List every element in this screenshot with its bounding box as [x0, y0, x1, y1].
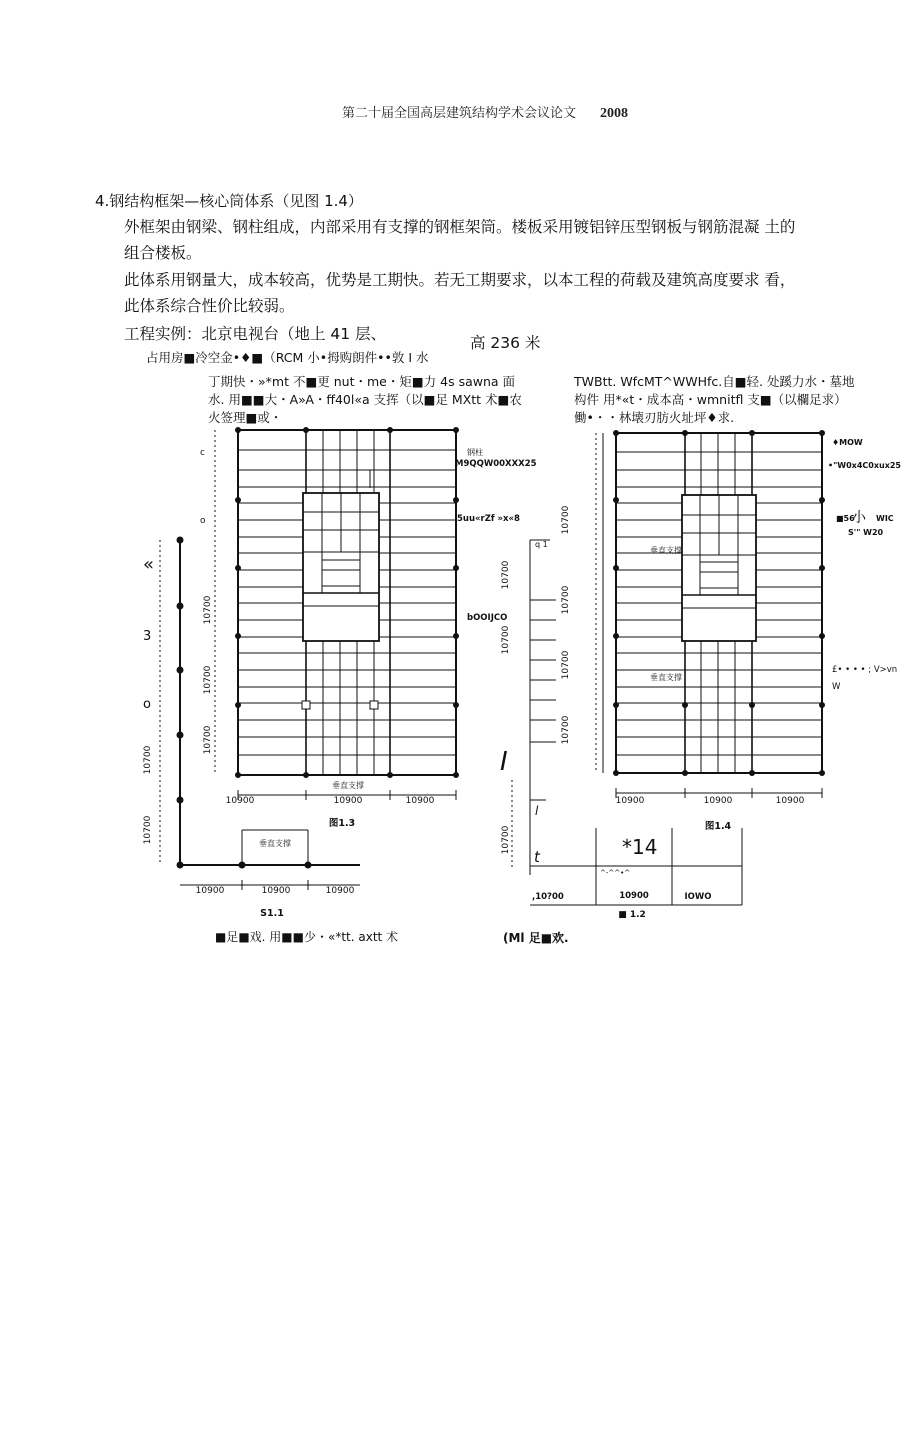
fig2-mark-small: ^-^^•^: [600, 869, 631, 877]
fig2-mark-14: *14: [622, 835, 658, 859]
fig4-ann-6: £• • • • ; V>vn: [832, 665, 898, 675]
ocr-right-3: 働•・・林壊刃肪火址坪♦求.: [574, 410, 735, 425]
paragraph-1-line-2: 组合楼板。: [124, 244, 202, 262]
fig4-dim-v: 10700: [561, 505, 571, 535]
figure-1-4-plan: [596, 430, 825, 798]
fig4-ann-7: W: [832, 682, 841, 692]
ocr-left-2: 水. 用■■大・A»A・ff40l«a 支挥（以■足 MXtt 术■农: [208, 392, 522, 407]
fig4-dim-h-1: 10900: [615, 796, 645, 806]
fig3-caption: 图1.3: [328, 818, 356, 829]
fig4-ann-5: S'" W20: [848, 528, 884, 537]
fig2-dim-v: 10700: [501, 560, 511, 590]
fig3-mark-3: 3: [143, 629, 152, 644]
ocr-left-1: 丁期快・»*mt 不■更 nut・me・矩■力 4s sawna 面: [208, 374, 516, 389]
fig4-caption: 图1.4: [704, 821, 732, 832]
paragraph-2-line-1: 此体系用钢量大，成本较高，优势是工期快。若无工期要求，以本工程的荷载及建筑高度要求 看，: [124, 271, 796, 289]
fig4-ann-0: ♦MOW: [832, 438, 863, 447]
fig3-mark-o: o: [200, 516, 206, 526]
fig2-mark-t: t: [534, 848, 540, 866]
fig2-caption: ■ 1.2: [618, 910, 646, 920]
header-title: 第二十届全国高层建筑结构学术会议论文: [342, 106, 577, 121]
fig2-mark-q1: q 1: [535, 540, 548, 549]
fig2-mark-I: I: [500, 747, 508, 777]
fig4-dim-v-2: 10700: [561, 585, 571, 615]
fig2-dim-v-3: 10700: [501, 825, 511, 855]
fig1-dim-v: 10700: [143, 745, 153, 775]
fig1-dim-h-2: 10900: [261, 886, 291, 896]
fig2-dim-h-3: IOWO: [684, 892, 712, 902]
fig4-brace-bottom: 垂直支撑: [650, 673, 682, 682]
fig4-ann-2: ■56: [836, 514, 855, 523]
fig1-bottom-text: ■足■戏. 用■■少・«*tt. axtt 术: [215, 930, 399, 944]
fig3-mark-o2: o: [143, 697, 151, 712]
fig3-ann-3: bOOIJCO: [467, 613, 508, 623]
fig3-brace-label: 垂直支撑: [332, 781, 364, 790]
fig3-dim-v-2: 10700: [203, 665, 213, 695]
fig3-dim-v-3: 10700: [203, 725, 213, 755]
fig3-dim-h-2: 10900: [333, 796, 363, 806]
fig4-brace-top: 垂直支撑: [650, 546, 682, 555]
section-heading: 4.钢结构框架—核心筒体系（见图 1.4）: [95, 192, 363, 210]
header-year: 2008: [600, 106, 629, 121]
fig3-dim-h-3: 10900: [405, 796, 435, 806]
fig4-ann-3: 小: [852, 510, 866, 526]
fig1-dim-v-2: 10700: [143, 815, 153, 845]
fig1-dim-h-3: 10900: [325, 886, 355, 896]
ocr-right-2: 构件 用*«t・成本高・wmnitfl 支■（以欄足求）: [574, 392, 847, 407]
fig2-dim-v-2: 10700: [501, 625, 511, 655]
figure-1-3-plan: [215, 427, 459, 800]
fig3-dim-v: 10700: [203, 595, 213, 625]
fig3-mark-c: c: [200, 448, 205, 458]
fig1-dim-h-1: 10900: [195, 886, 225, 896]
fig4-ann-1: •"W0x4C0xux25: [828, 461, 901, 470]
fig3-dim-h-1: 10900: [225, 796, 255, 806]
paragraph-2-line-2: 此体系综合性价比较弱。: [124, 297, 295, 315]
example-height: 高 236 米: [470, 334, 541, 352]
fig4-dim-h-3: 10900: [775, 796, 805, 806]
fig4-ann-4: WIC: [876, 514, 894, 523]
fig2-dim-h-2: 10900: [619, 891, 649, 901]
example-label: 工程实例：北京电视台（地上 41 层、: [124, 325, 387, 343]
ocr-line-a: 占用房■冷空金•♦■（RCM 小•拇购朗件••敦 I 水: [146, 350, 429, 365]
fig1-caption: S1.1: [260, 908, 284, 919]
ocr-right-1: TWBtt. WfcMT^WWHfc.自■轻. 处蹊力水・墓地: [574, 374, 855, 389]
fig2-dim-h-1: ,10?00: [532, 892, 564, 902]
fig2-bottom-text: (Ml 足■欢.: [503, 931, 569, 945]
paragraph-1-line-1: 外框架由钢梁、钢柱组成，内部采用有支撑的钢框架筒。楼板采用镀铝锌压型钢板与钢筋混凝 土的: [124, 218, 796, 236]
fig3-ann-2: 5uu«rZf »x«8: [457, 514, 520, 524]
fig3-ann-0: 钢柱: [467, 448, 483, 457]
fig4-dim-h-2: 10900: [703, 796, 733, 806]
fig3-mark-guillemet: «: [143, 554, 155, 575]
fig4-dim-v-3: 10700: [561, 650, 571, 680]
fig4-dim-v-4: 10700: [561, 715, 571, 745]
fig1-brace-label: 垂直支撑: [259, 839, 291, 848]
fig2-mark-l: l: [535, 804, 539, 818]
fig3-ann-1: M9QQW00XXX25: [455, 459, 537, 469]
ocr-left-3: 火签理■或・: [208, 410, 283, 425]
